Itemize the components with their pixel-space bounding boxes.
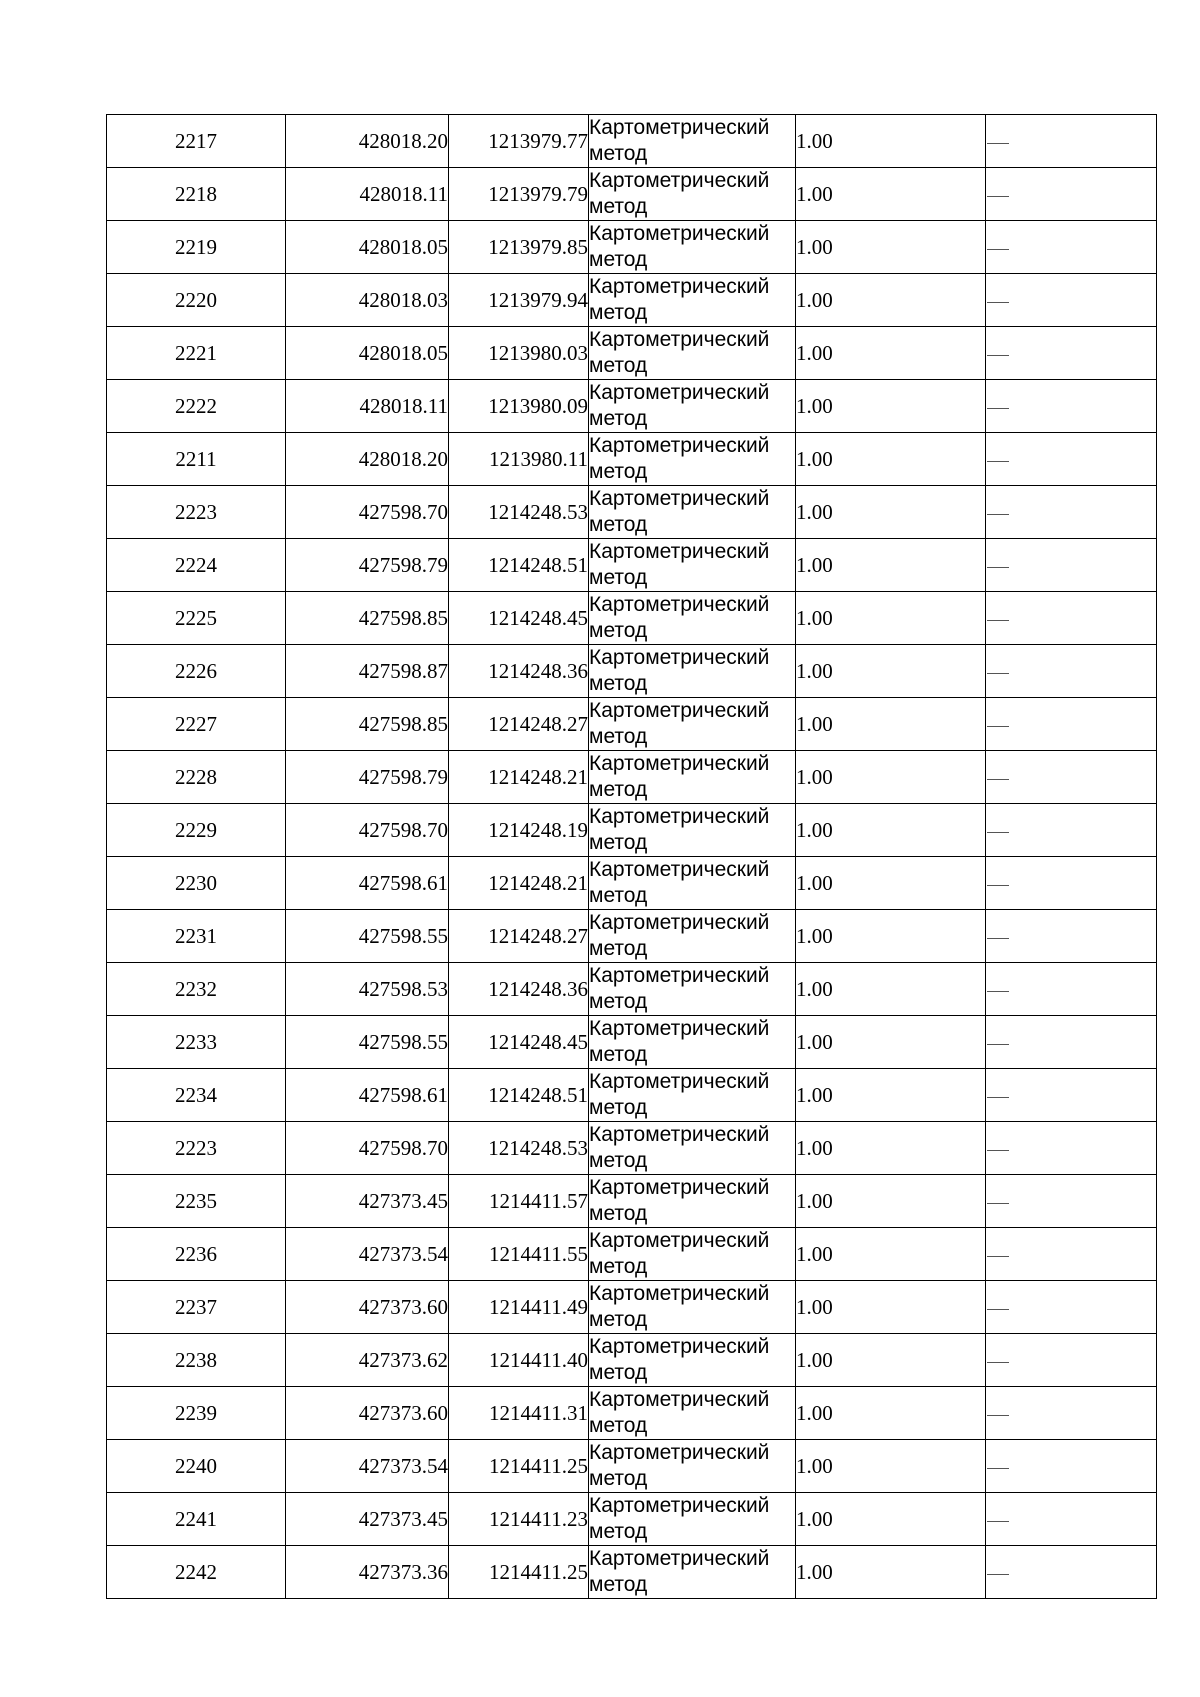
point-number-cell: 2232 xyxy=(107,963,286,1016)
method-line-2: метод xyxy=(589,407,648,430)
y-coordinate-cell: 1214411.25 xyxy=(449,1546,589,1599)
method-line-1: Картометрический xyxy=(589,116,770,139)
point-number-cell: 2231 xyxy=(107,910,286,963)
dash-icon xyxy=(987,249,1009,250)
method-line-2: метод xyxy=(589,1308,648,1331)
x-coordinate-cell: 427598.70 xyxy=(286,804,449,857)
accuracy-cell: 1.00 xyxy=(796,910,986,963)
description-cell xyxy=(986,115,1157,168)
y-coordinate-cell: 1214248.51 xyxy=(449,539,589,592)
method-line-1: Картометрический xyxy=(589,964,770,987)
point-number-cell: 2220 xyxy=(107,274,286,327)
table-row xyxy=(107,1334,1157,1387)
point-number-cell: 2235 xyxy=(107,1175,286,1228)
method-line-2: метод xyxy=(589,619,648,642)
method-cell xyxy=(589,327,796,380)
method-cell xyxy=(589,274,796,327)
y-coordinate-cell: 1214411.57 xyxy=(449,1175,589,1228)
method-line-1: Картометрический xyxy=(589,1388,770,1411)
method-cell xyxy=(589,1175,796,1228)
description-cell xyxy=(986,751,1157,804)
method-cell xyxy=(589,1493,796,1546)
method-cell xyxy=(589,168,796,221)
x-coordinate-cell: 427598.85 xyxy=(286,698,449,751)
method-cell xyxy=(589,645,796,698)
method-line-2: метод xyxy=(589,884,648,907)
dash-icon xyxy=(987,938,1009,939)
x-coordinate-cell: 428018.11 xyxy=(286,168,449,221)
description-cell xyxy=(986,486,1157,539)
accuracy-cell: 1.00 xyxy=(796,274,986,327)
description-cell xyxy=(986,539,1157,592)
point-number-cell: 2234 xyxy=(107,1069,286,1122)
x-coordinate-cell: 428018.03 xyxy=(286,274,449,327)
accuracy-cell: 1.00 xyxy=(796,698,986,751)
dash-icon xyxy=(987,461,1009,462)
coordinates-table-body xyxy=(107,115,1157,1599)
method-line-2: метод xyxy=(589,937,648,960)
method-line-2: метод xyxy=(589,1043,648,1066)
method-line-2: метод xyxy=(589,1573,648,1596)
method-cell xyxy=(589,698,796,751)
accuracy-cell: 1.00 xyxy=(796,645,986,698)
table-row xyxy=(107,698,1157,751)
method-line-1: Картометрический xyxy=(589,752,770,775)
method-line-2: метод xyxy=(589,1202,648,1225)
table-row xyxy=(107,963,1157,1016)
y-coordinate-cell: 1214248.27 xyxy=(449,698,589,751)
method-line-1: Картометрический xyxy=(589,1441,770,1464)
method-line-1: Картометрический xyxy=(589,381,770,404)
y-coordinate-cell: 1214248.21 xyxy=(449,857,589,910)
table-row xyxy=(107,645,1157,698)
accuracy-cell: 1.00 xyxy=(796,1387,986,1440)
y-coordinate-cell: 1213980.03 xyxy=(449,327,589,380)
point-number-cell: 2238 xyxy=(107,1334,286,1387)
table-row xyxy=(107,168,1157,221)
y-coordinate-cell: 1214248.21 xyxy=(449,751,589,804)
method-cell xyxy=(589,751,796,804)
x-coordinate-cell: 427598.70 xyxy=(286,1122,449,1175)
point-number-cell: 2217 xyxy=(107,115,286,168)
x-coordinate-cell: 427598.85 xyxy=(286,592,449,645)
method-cell xyxy=(589,1228,796,1281)
description-cell xyxy=(986,1175,1157,1228)
method-line-1: Картометрический xyxy=(589,169,770,192)
method-cell xyxy=(589,1546,796,1599)
description-cell xyxy=(986,1440,1157,1493)
y-coordinate-cell: 1213979.77 xyxy=(449,115,589,168)
method-line-2: метод xyxy=(589,460,648,483)
x-coordinate-cell: 427373.45 xyxy=(286,1175,449,1228)
point-number-cell: 2218 xyxy=(107,168,286,221)
point-number-cell: 2240 xyxy=(107,1440,286,1493)
table-row xyxy=(107,1440,1157,1493)
y-coordinate-cell: 1214248.51 xyxy=(449,1069,589,1122)
method-line-2: метод xyxy=(589,831,648,854)
dash-icon xyxy=(987,726,1009,727)
point-number-cell: 2242 xyxy=(107,1546,286,1599)
accuracy-cell: 1.00 xyxy=(796,486,986,539)
accuracy-cell: 1.00 xyxy=(796,1016,986,1069)
method-cell xyxy=(589,1016,796,1069)
accuracy-cell: 1.00 xyxy=(796,115,986,168)
y-coordinate-cell: 1213979.79 xyxy=(449,168,589,221)
dash-icon xyxy=(987,832,1009,833)
y-coordinate-cell: 1213980.09 xyxy=(449,380,589,433)
method-line-2: метод xyxy=(589,778,648,801)
point-number-cell: 2226 xyxy=(107,645,286,698)
dash-icon xyxy=(987,1521,1009,1522)
description-cell xyxy=(986,1016,1157,1069)
dash-icon xyxy=(987,1044,1009,1045)
method-line-2: метод xyxy=(589,1096,648,1119)
accuracy-cell: 1.00 xyxy=(796,433,986,486)
x-coordinate-cell: 427373.54 xyxy=(286,1228,449,1281)
point-number-cell: 2228 xyxy=(107,751,286,804)
y-coordinate-cell: 1214248.36 xyxy=(449,963,589,1016)
accuracy-cell: 1.00 xyxy=(796,1122,986,1175)
point-number-cell: 2236 xyxy=(107,1228,286,1281)
point-number-cell: 2233 xyxy=(107,1016,286,1069)
dash-icon xyxy=(987,1256,1009,1257)
x-coordinate-cell: 427598.55 xyxy=(286,910,449,963)
table-row xyxy=(107,115,1157,168)
table-row xyxy=(107,433,1157,486)
y-coordinate-cell: 1214248.36 xyxy=(449,645,589,698)
table-row xyxy=(107,592,1157,645)
table-row xyxy=(107,1228,1157,1281)
dash-icon xyxy=(987,1150,1009,1151)
method-cell xyxy=(589,115,796,168)
method-line-1: Картометрический xyxy=(589,1282,770,1305)
table-row xyxy=(107,539,1157,592)
y-coordinate-cell: 1214248.19 xyxy=(449,804,589,857)
method-line-2: метод xyxy=(589,1361,648,1384)
method-line-2: метод xyxy=(589,1414,648,1437)
description-cell xyxy=(986,327,1157,380)
y-coordinate-cell: 1213979.85 xyxy=(449,221,589,274)
point-number-cell: 2239 xyxy=(107,1387,286,1440)
method-line-2: метод xyxy=(589,513,648,536)
method-line-1: Картометрический xyxy=(589,222,770,245)
x-coordinate-cell: 427373.60 xyxy=(286,1281,449,1334)
description-cell xyxy=(986,1069,1157,1122)
y-coordinate-cell: 1214411.40 xyxy=(449,1334,589,1387)
dash-icon xyxy=(987,885,1009,886)
y-coordinate-cell: 1214411.31 xyxy=(449,1387,589,1440)
method-cell xyxy=(589,1440,796,1493)
description-cell xyxy=(986,698,1157,751)
method-cell xyxy=(589,1069,796,1122)
point-number-cell: 2225 xyxy=(107,592,286,645)
method-line-2: метод xyxy=(589,354,648,377)
method-line-2: метод xyxy=(589,1149,648,1172)
dash-icon xyxy=(987,673,1009,674)
description-cell xyxy=(986,1228,1157,1281)
table-row xyxy=(107,1546,1157,1599)
accuracy-cell: 1.00 xyxy=(796,963,986,1016)
dash-icon xyxy=(987,1574,1009,1575)
method-cell xyxy=(589,380,796,433)
method-line-1: Картометрический xyxy=(589,699,770,722)
description-cell xyxy=(986,857,1157,910)
accuracy-cell: 1.00 xyxy=(796,857,986,910)
accuracy-cell: 1.00 xyxy=(796,1069,986,1122)
y-coordinate-cell: 1214411.25 xyxy=(449,1440,589,1493)
x-coordinate-cell: 427598.70 xyxy=(286,486,449,539)
accuracy-cell: 1.00 xyxy=(796,168,986,221)
x-coordinate-cell: 428018.11 xyxy=(286,380,449,433)
y-coordinate-cell: 1213980.11 xyxy=(449,433,589,486)
method-line-1: Картометрический xyxy=(589,275,770,298)
method-line-1: Картометрический xyxy=(589,434,770,457)
method-line-1: Картометрический xyxy=(589,1335,770,1358)
method-line-2: метод xyxy=(589,566,648,589)
x-coordinate-cell: 427598.55 xyxy=(286,1016,449,1069)
method-cell xyxy=(589,1281,796,1334)
table-row xyxy=(107,1493,1157,1546)
method-line-1: Картометрический xyxy=(589,1070,770,1093)
x-coordinate-cell: 428018.05 xyxy=(286,221,449,274)
description-cell xyxy=(986,804,1157,857)
description-cell xyxy=(986,380,1157,433)
dash-icon xyxy=(987,779,1009,780)
dash-icon xyxy=(987,1468,1009,1469)
method-line-1: Картометрический xyxy=(589,911,770,934)
accuracy-cell: 1.00 xyxy=(796,804,986,857)
method-line-2: метод xyxy=(589,1467,648,1490)
dash-icon xyxy=(987,1309,1009,1310)
accuracy-cell: 1.00 xyxy=(796,539,986,592)
accuracy-cell: 1.00 xyxy=(796,327,986,380)
method-cell xyxy=(589,963,796,1016)
description-cell xyxy=(986,910,1157,963)
y-coordinate-cell: 1214411.23 xyxy=(449,1493,589,1546)
table-row xyxy=(107,751,1157,804)
method-cell xyxy=(589,592,796,645)
description-cell xyxy=(986,1493,1157,1546)
description-cell xyxy=(986,592,1157,645)
table-row xyxy=(107,1175,1157,1228)
table-row xyxy=(107,327,1157,380)
x-coordinate-cell: 427598.79 xyxy=(286,539,449,592)
method-line-1: Картометрический xyxy=(589,805,770,828)
accuracy-cell: 1.00 xyxy=(796,221,986,274)
method-line-1: Картометрический xyxy=(589,593,770,616)
method-cell xyxy=(589,1334,796,1387)
description-cell xyxy=(986,1281,1157,1334)
x-coordinate-cell: 428018.20 xyxy=(286,433,449,486)
dash-icon xyxy=(987,1362,1009,1363)
accuracy-cell: 1.00 xyxy=(796,1334,986,1387)
method-cell xyxy=(589,804,796,857)
y-coordinate-cell: 1213979.94 xyxy=(449,274,589,327)
method-cell xyxy=(589,486,796,539)
x-coordinate-cell: 427598.53 xyxy=(286,963,449,1016)
x-coordinate-cell: 427598.61 xyxy=(286,1069,449,1122)
table-row xyxy=(107,486,1157,539)
method-line-2: метод xyxy=(589,301,648,324)
dash-icon xyxy=(987,143,1009,144)
point-number-cell: 2237 xyxy=(107,1281,286,1334)
point-number-cell: 2241 xyxy=(107,1493,286,1546)
dash-icon xyxy=(987,514,1009,515)
method-line-2: метод xyxy=(589,1520,648,1543)
table-row xyxy=(107,274,1157,327)
point-number-cell: 2227 xyxy=(107,698,286,751)
x-coordinate-cell: 427373.60 xyxy=(286,1387,449,1440)
description-cell xyxy=(986,1122,1157,1175)
method-line-1: Картометрический xyxy=(589,1123,770,1146)
x-coordinate-cell: 427598.87 xyxy=(286,645,449,698)
method-line-2: метод xyxy=(589,195,648,218)
point-number-cell: 2230 xyxy=(107,857,286,910)
method-line-1: Картометрический xyxy=(589,1176,770,1199)
method-line-2: метод xyxy=(589,1255,648,1278)
table-row xyxy=(107,1387,1157,1440)
method-line-1: Картометрический xyxy=(589,1547,770,1570)
x-coordinate-cell: 427373.62 xyxy=(286,1334,449,1387)
y-coordinate-cell: 1214248.45 xyxy=(449,1016,589,1069)
x-coordinate-cell: 427373.45 xyxy=(286,1493,449,1546)
description-cell xyxy=(986,963,1157,1016)
x-coordinate-cell: 428018.05 xyxy=(286,327,449,380)
method-cell xyxy=(589,1387,796,1440)
accuracy-cell: 1.00 xyxy=(796,1493,986,1546)
method-cell xyxy=(589,433,796,486)
table-row xyxy=(107,221,1157,274)
accuracy-cell: 1.00 xyxy=(796,1546,986,1599)
dash-icon xyxy=(987,196,1009,197)
accuracy-cell: 1.00 xyxy=(796,380,986,433)
y-coordinate-cell: 1214248.27 xyxy=(449,910,589,963)
x-coordinate-cell: 427598.61 xyxy=(286,857,449,910)
method-line-2: метод xyxy=(589,142,648,165)
dash-icon xyxy=(987,991,1009,992)
x-coordinate-cell: 427598.79 xyxy=(286,751,449,804)
table-row xyxy=(107,910,1157,963)
dash-icon xyxy=(987,620,1009,621)
description-cell xyxy=(986,1546,1157,1599)
method-line-1: Картометрический xyxy=(589,1494,770,1517)
dash-icon xyxy=(987,567,1009,568)
method-line-1: Картометрический xyxy=(589,540,770,563)
y-coordinate-cell: 1214248.53 xyxy=(449,1122,589,1175)
table-row xyxy=(107,804,1157,857)
method-line-2: метод xyxy=(589,248,648,271)
dash-icon xyxy=(987,1415,1009,1416)
y-coordinate-cell: 1214248.45 xyxy=(449,592,589,645)
description-cell xyxy=(986,221,1157,274)
method-cell xyxy=(589,539,796,592)
x-coordinate-cell: 428018.20 xyxy=(286,115,449,168)
table-row xyxy=(107,1281,1157,1334)
point-number-cell: 2223 xyxy=(107,1122,286,1175)
dash-icon xyxy=(987,408,1009,409)
y-coordinate-cell: 1214411.49 xyxy=(449,1281,589,1334)
method-line-1: Картометрический xyxy=(589,328,770,351)
accuracy-cell: 1.00 xyxy=(796,592,986,645)
dash-icon xyxy=(987,1203,1009,1204)
y-coordinate-cell: 1214411.55 xyxy=(449,1228,589,1281)
method-line-1: Картометрический xyxy=(589,1229,770,1252)
method-line-2: метод xyxy=(589,990,648,1013)
method-line-2: метод xyxy=(589,725,648,748)
method-cell xyxy=(589,857,796,910)
point-number-cell: 2223 xyxy=(107,486,286,539)
point-number-cell: 2224 xyxy=(107,539,286,592)
description-cell xyxy=(986,1334,1157,1387)
accuracy-cell: 1.00 xyxy=(796,1175,986,1228)
accuracy-cell: 1.00 xyxy=(796,751,986,804)
description-cell xyxy=(986,645,1157,698)
method-cell xyxy=(589,1122,796,1175)
accuracy-cell: 1.00 xyxy=(796,1228,986,1281)
dash-icon xyxy=(987,1097,1009,1098)
table-row xyxy=(107,380,1157,433)
accuracy-cell: 1.00 xyxy=(796,1440,986,1493)
method-line-2: метод xyxy=(589,672,648,695)
description-cell xyxy=(986,433,1157,486)
table-row xyxy=(107,1122,1157,1175)
description-cell xyxy=(986,168,1157,221)
method-line-1: Картометрический xyxy=(589,487,770,510)
point-number-cell: 2222 xyxy=(107,380,286,433)
method-line-1: Картометрический xyxy=(589,646,770,669)
x-coordinate-cell: 427373.54 xyxy=(286,1440,449,1493)
point-number-cell: 2229 xyxy=(107,804,286,857)
method-line-1: Картометрический xyxy=(589,858,770,881)
y-coordinate-cell: 1214248.53 xyxy=(449,486,589,539)
coordinates-table xyxy=(106,114,1157,1599)
method-cell xyxy=(589,221,796,274)
dash-icon xyxy=(987,355,1009,356)
description-cell xyxy=(986,274,1157,327)
method-cell xyxy=(589,910,796,963)
method-line-1: Картометрический xyxy=(589,1017,770,1040)
table-row xyxy=(107,857,1157,910)
point-number-cell: 2221 xyxy=(107,327,286,380)
accuracy-cell: 1.00 xyxy=(796,1281,986,1334)
dash-icon xyxy=(987,302,1009,303)
description-cell xyxy=(986,1387,1157,1440)
point-number-cell: 2219 xyxy=(107,221,286,274)
table-row xyxy=(107,1016,1157,1069)
table-row xyxy=(107,1069,1157,1122)
x-coordinate-cell: 427373.36 xyxy=(286,1546,449,1599)
point-number-cell: 2211 xyxy=(107,433,286,486)
